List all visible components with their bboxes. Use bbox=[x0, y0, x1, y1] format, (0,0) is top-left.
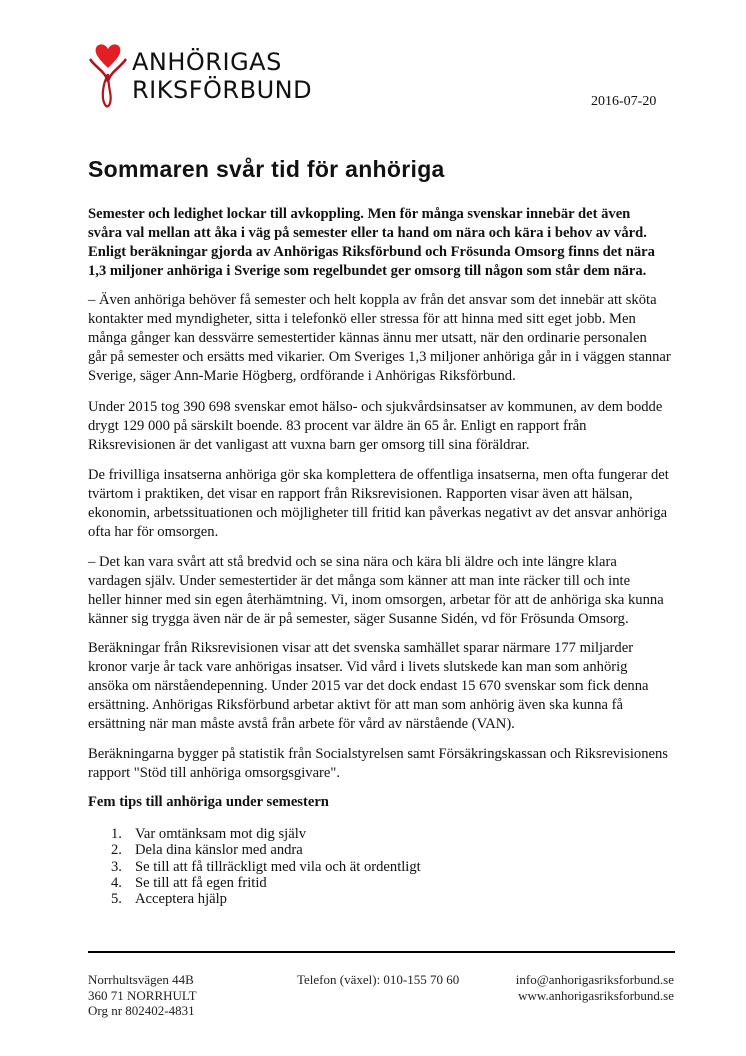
text-line: Under 2015 tog 390 698 svenskar emot hälso- och sjukvårdsinsatser av kommunen, av dem bodde bbox=[88, 399, 663, 415]
text-line: kronor varje år tack vare anhörigas insatser. Vid vård i livets slutskede kan man som anhörig bbox=[88, 659, 628, 675]
text-line: De frivilliga insatserna anhöriga gör ska komplettera de offentliga insatserna, men ofta fungerar det bbox=[88, 467, 669, 483]
org-number: Org nr 802402-4831 bbox=[88, 1003, 195, 1018]
list-item bbox=[111, 875, 511, 891]
footer-website-link[interactable]: www.anhorigasriksforbund.se bbox=[518, 987, 674, 1003]
text-line: ersättning när man måste avstå från arbete för vård av närstående (VAN). bbox=[88, 716, 515, 732]
list-text: Se till att få tillräckligt med vila och ät ordentligt bbox=[135, 858, 421, 875]
text-line: Semester och ledighet lockar till avkoppling. Men för många svenskar innebär det även bbox=[88, 206, 631, 222]
list-item bbox=[111, 859, 511, 875]
paragraph-riksrevisionen bbox=[88, 466, 669, 542]
footer-address bbox=[88, 972, 197, 1019]
text-line: Beräkningar från Riksrevisionen visar att det svenska samhället sparar närmare 177 miljarder bbox=[88, 640, 634, 656]
tips-heading: Fem tips till anhöriga under semestern bbox=[88, 794, 329, 810]
logo bbox=[88, 42, 318, 108]
list-number: 3. bbox=[111, 858, 122, 875]
text-line: Beräkningarna bygger på statistik från Socialstyrelsen samt Försäkringskassan och Riksrevisionens bbox=[88, 746, 668, 762]
list-number: 4. bbox=[111, 874, 122, 891]
list-text: Dela dina känslor med andra bbox=[135, 842, 303, 859]
text-line: Riksrevisionen är det vanligast att vuxna barn ger omsorg till sina föräldrar. bbox=[88, 437, 530, 453]
paragraph-sources bbox=[88, 745, 668, 783]
footer-email-link[interactable]: info@anhorigasriksforbund.se bbox=[515, 972, 674, 987]
list-number: 2. bbox=[111, 842, 122, 859]
text-line: ersättning. Anhörigas Riksförbund arbetar aktivt för att man som anhörig även ska kunna få bbox=[88, 697, 623, 713]
text-line: drygt 129 000 på särskilt boende. 83 procent var äldre än 65 år. Enligt en rapport från bbox=[88, 418, 587, 434]
text-line: Enligt beräkningar gjorda av Anhörigas Riksförbund och Frösunda Omsorg finns det nära bbox=[88, 244, 655, 260]
text-line: rapport "Stöd till anhöriga omsorgsgivare". bbox=[88, 765, 340, 781]
list-text: Se till att få egen fritid bbox=[135, 874, 267, 891]
text-line: många gånger kan dessvärre semestertider kännas ännu mer utsatt, när den ordinarie personalen bbox=[88, 330, 647, 346]
heart-figure-icon bbox=[88, 42, 128, 108]
paragraph-statistics bbox=[88, 398, 662, 455]
list-item bbox=[111, 891, 511, 907]
address-postal: 360 71 NORRHULT bbox=[88, 987, 197, 1003]
tips-list bbox=[111, 826, 511, 907]
text-line: vardagen själv. Under semestertider är det många som känner att man inte räcker till och inte bbox=[88, 573, 631, 589]
list-text: Var omtänksam mot dig själv bbox=[135, 826, 307, 842]
list-text: Acceptera hjälp bbox=[135, 891, 227, 908]
paragraph-quote-hogberg bbox=[88, 291, 671, 386]
list-number: 5. bbox=[111, 891, 122, 908]
text-line: ekonomin, arbetssituationen och möjligheter till fritid kan påverkas negativt av det ansvar anhöriga bbox=[88, 505, 668, 521]
list-item bbox=[111, 842, 511, 858]
text-line: Sverige, säger Ann-Marie Högberg, ordförande i Anhörigas Riksförbund. bbox=[88, 368, 516, 384]
text-line: tvärtom i praktiken, det visar en rapport från Riksrevisionen. Rapporten visar även att hälsan, bbox=[88, 486, 633, 502]
list-item bbox=[111, 826, 511, 842]
address-street: Norrhultsvägen 44B bbox=[88, 972, 194, 987]
text-line: – Det kan vara svårt att stå bredvid och se sina nära och kära bli äldre och inte längre klara bbox=[88, 554, 617, 570]
paragraph-quote-siden bbox=[88, 553, 664, 629]
text-line: – Även anhöriga behöver få semester och helt koppla av från det ansvar som det innebär att sköta bbox=[88, 292, 657, 308]
text-line: känner sig trygga även när de är på semester, säger Susanne Sidén, vd för Frösunda Omsorg. bbox=[88, 611, 629, 627]
text-line: heller hinner med sin egen återhämtning. Vi, inom omsorgen, arbetar för att de anhöriga ska kunna bbox=[88, 592, 664, 608]
text-line: ofta har för omsorgen. bbox=[88, 524, 219, 540]
page-title: Sommaren svår tid för anhöriga bbox=[88, 156, 445, 182]
lead-paragraph bbox=[88, 205, 655, 281]
footer-phone: Telefon (växel): 010-155 70 60 bbox=[297, 972, 460, 987]
footer-contact bbox=[516, 972, 674, 1003]
logo-line-2: RIKSFÖRBUND bbox=[132, 76, 313, 104]
footer-divider bbox=[88, 951, 675, 953]
text-line: ansöka om närståendepenning. Under 2015 var det dock endast 15 670 svenskar som fick denna bbox=[88, 678, 649, 694]
document-date: 2016-07-20 bbox=[591, 94, 657, 109]
text-line: 1,3 miljoner anhöriga i Sverige som regelbundet ger omsorg till någon som står dem nära. bbox=[88, 263, 647, 279]
list-number: 1. bbox=[111, 826, 122, 842]
paragraph-savings bbox=[88, 639, 649, 734]
text-line: går på semester och ersätts med vikarier. Om Sveriges 1,3 miljoner anhöriga går in i väggen stannar bbox=[88, 349, 671, 365]
logo-line-1: ANHÖRIGAS bbox=[132, 48, 282, 76]
text-line: svåra val mellan att åka i väg på semester eller ta hand om nära och kära i behov av vård. bbox=[88, 225, 647, 241]
text-line: kontakter med myndigheter, sitta i telefonkö eller stressa för att hinna med sitt eget jobb. Men bbox=[88, 311, 636, 327]
